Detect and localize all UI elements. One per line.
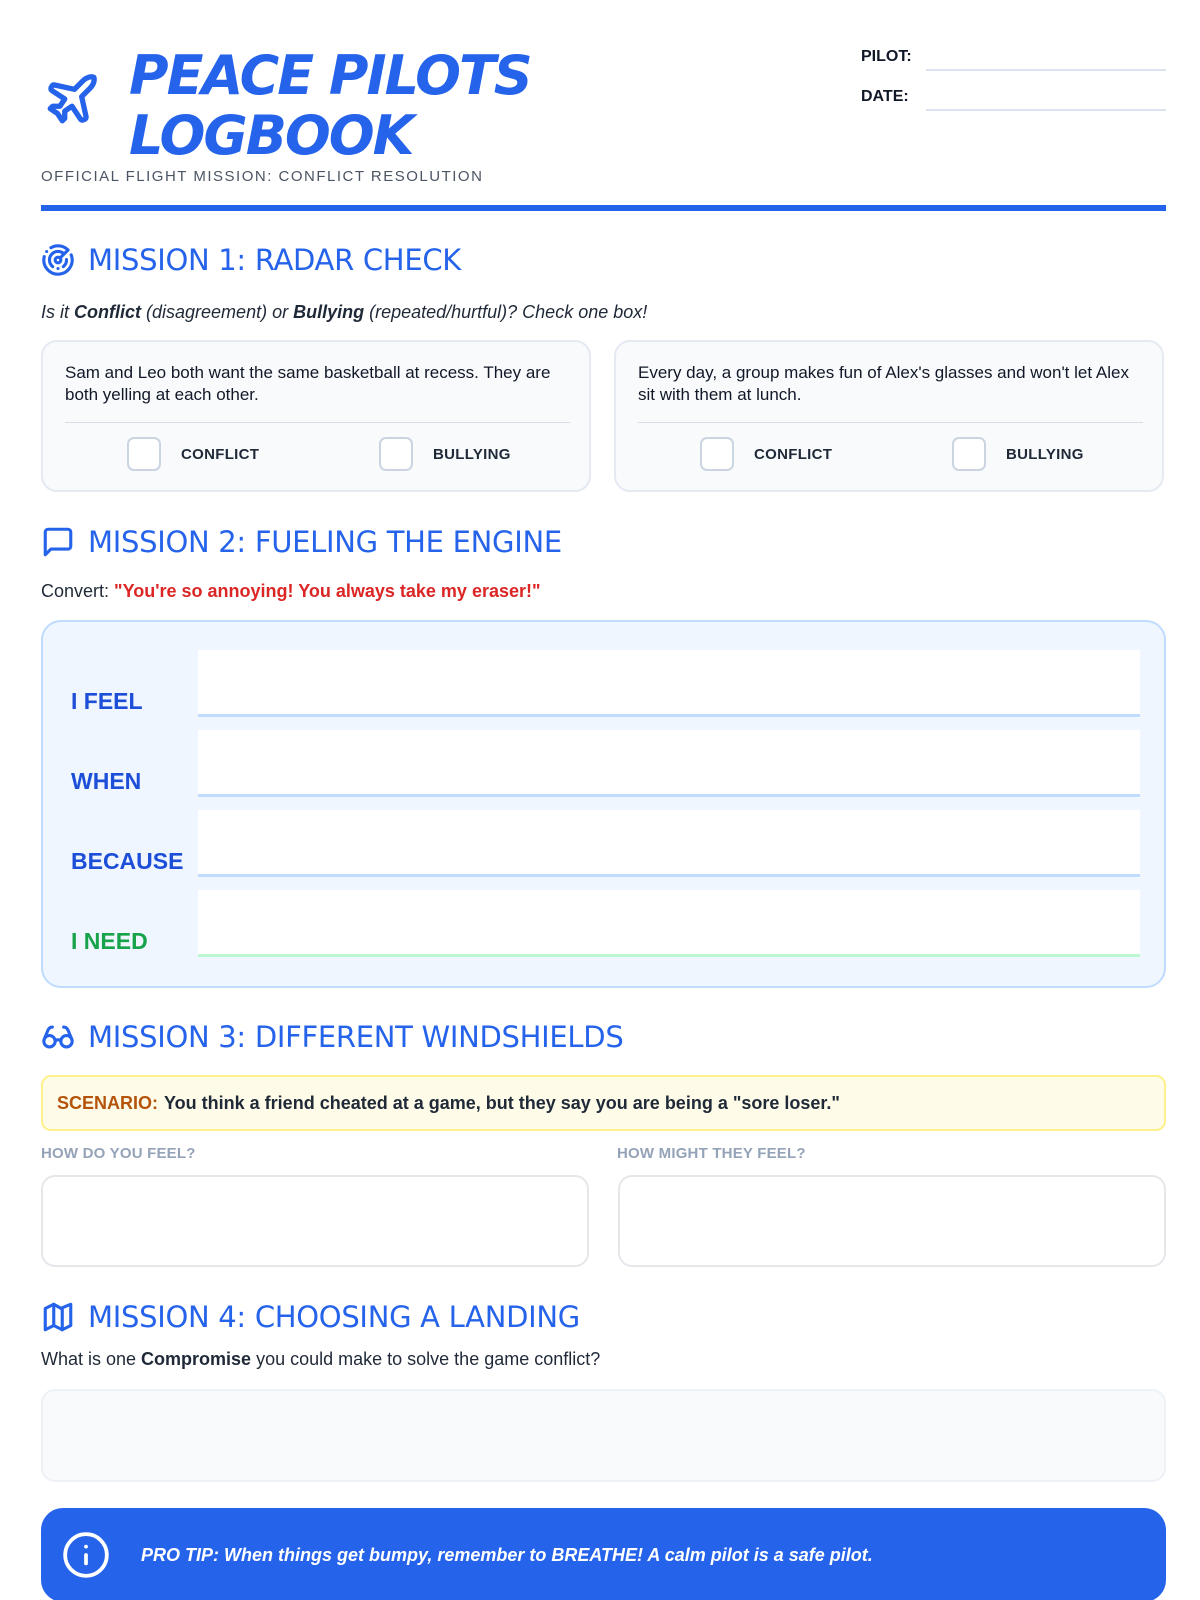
scenario-text: Sam and Leo both want the same basketball at recess. They are both yelling at each other.: [65, 363, 551, 404]
mission-2-title: MISSION 2: FUELING THE ENGINE: [88, 525, 562, 559]
scenario-card-1: [41, 340, 591, 492]
when-input[interactable]: [198, 730, 1140, 797]
angry-quote: "You're so annoying! You always take my eraser!": [114, 581, 541, 601]
because-input[interactable]: [198, 810, 1140, 877]
mission-4-title: MISSION 4: CHOOSING A LANDING: [88, 1300, 580, 1334]
scenario-tag: SCENARIO:: [57, 1092, 159, 1113]
mission-1-title: MISSION 1: RADAR CHECK: [88, 243, 462, 277]
pro-tip-text: PRO TIP: When things get bumpy, remember to BREATHE! A calm pilot is a safe pilot.: [141, 1544, 873, 1565]
logbook-page: [41, 0, 1166, 1600]
message-square-icon: [41, 525, 75, 559]
option-label: CONFLICT: [754, 445, 833, 463]
checkbox[interactable]: [127, 437, 161, 471]
glasses-icon: [41, 1020, 75, 1054]
compromise-prompt: What is one Compromise you could make to solve the game conflict?: [41, 1349, 601, 1369]
conflict-checkbox-option[interactable]: [700, 437, 832, 471]
convert-instruction: Convert: "You're so annoying! You always take my eraser!": [41, 581, 541, 601]
pro-tip-banner: [41, 1508, 1166, 1600]
checkbox[interactable]: [952, 437, 986, 471]
scenario-text: Every day, a group makes fun of Alex's glasses and won't let Alex sit with them at lunch.: [638, 363, 1129, 404]
option-label: BULLYING: [433, 445, 511, 463]
map-icon: [41, 1300, 75, 1334]
mission-1-heading: [41, 240, 461, 280]
page-subtitle: OFFICIAL FLIGHT MISSION: CONFLICT RESOLUTION: [41, 168, 484, 185]
bullying-checkbox-option[interactable]: [379, 437, 511, 471]
option-label: BULLYING: [1006, 445, 1084, 463]
because-label: BECAUSE: [71, 848, 184, 874]
header: [41, 40, 1166, 212]
mission-2-heading: [41, 522, 562, 562]
mission-3-title: MISSION 3: DIFFERENT WINDSHIELDS: [88, 1020, 624, 1054]
scenario-card-2: [614, 340, 1164, 492]
radar-icon: [41, 243, 75, 277]
title-line-1: PEACE PILOTS: [129, 44, 531, 107]
airplane-icon: [43, 70, 101, 128]
i-need-label: I NEED: [71, 928, 148, 954]
checkbox[interactable]: [379, 437, 413, 471]
title-line-2: LOGBOOK: [129, 104, 413, 167]
page-title: [129, 46, 531, 166]
info-icon: [61, 1530, 111, 1580]
when-label: WHEN: [71, 768, 142, 794]
how-might-they-feel-label: HOW MIGHT THEY FEEL?: [617, 1145, 806, 1162]
mission-4-heading: [41, 1297, 580, 1337]
i-feel-label: I FEEL: [71, 688, 143, 714]
pilot-input-line[interactable]: [926, 69, 1166, 71]
card-divider: [65, 422, 570, 423]
compromise-input[interactable]: [41, 1389, 1166, 1482]
checkbox[interactable]: [700, 437, 734, 471]
mission-1-instruction: Is it Conflict (disagreement) or Bullying (repeated/hurtful)? Check one box!: [41, 302, 648, 322]
i-statement-box: [41, 620, 1166, 988]
header-divider: [41, 205, 1166, 211]
pilot-label: PILOT:: [861, 48, 912, 65]
pilot-field: [861, 48, 912, 66]
conflict-checkbox-option[interactable]: [127, 437, 259, 471]
scenario-banner: [41, 1075, 1166, 1131]
card-divider: [638, 422, 1143, 423]
i-need-input[interactable]: [198, 890, 1140, 957]
scenario-text: You think a friend cheated at a game, but they say you are being a "sore loser.": [164, 1092, 840, 1113]
option-label: CONFLICT: [181, 445, 260, 463]
date-label: DATE:: [861, 88, 909, 105]
bullying-checkbox-option[interactable]: [952, 437, 1084, 471]
date-field: [861, 88, 909, 106]
mission-3-heading: [41, 1017, 623, 1057]
your-feelings-input[interactable]: [41, 1175, 589, 1267]
date-input-line[interactable]: [926, 109, 1166, 111]
i-feel-input[interactable]: [198, 650, 1140, 717]
how-do-you-feel-label: HOW DO YOU FEEL?: [41, 1145, 196, 1162]
their-feelings-input[interactable]: [618, 1175, 1166, 1267]
